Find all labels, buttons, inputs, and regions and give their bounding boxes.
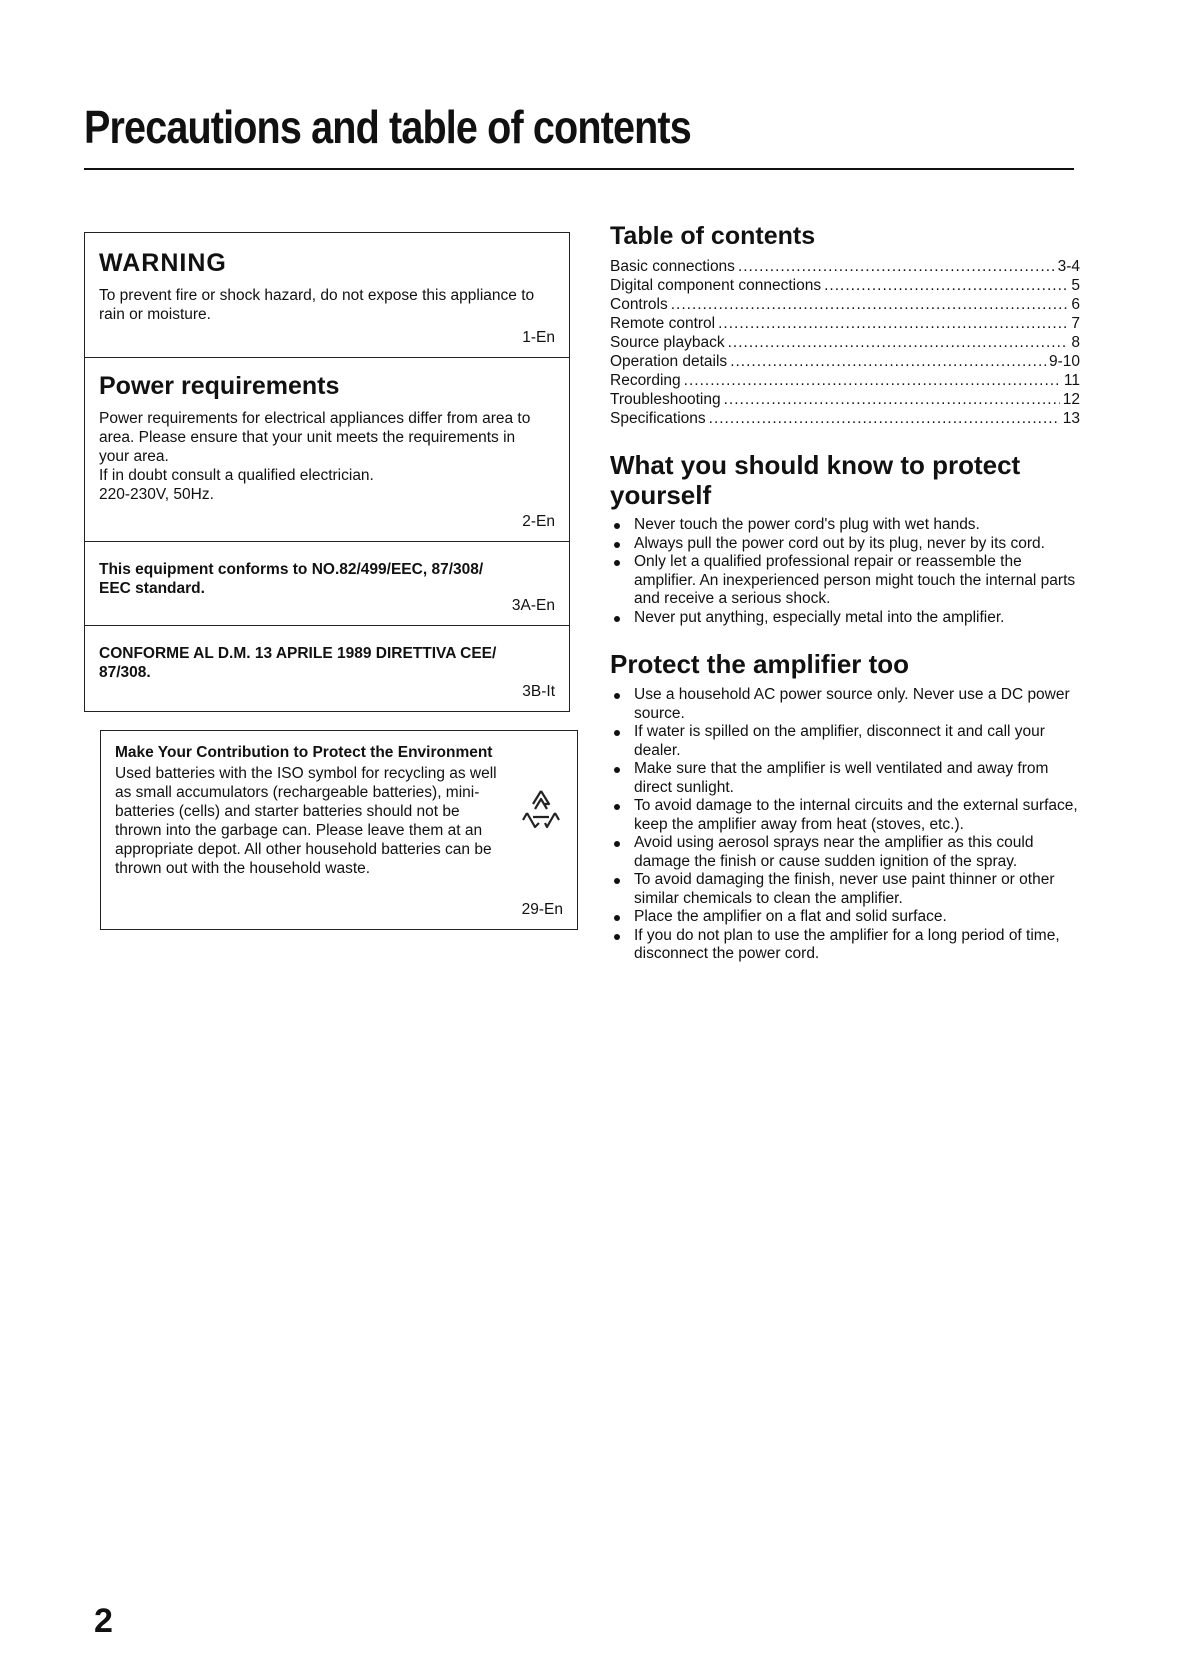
warning-heading: WARNING — [99, 249, 227, 277]
protect-amplifier-heading: Protect the amplifier too — [610, 649, 910, 679]
list-item: Avoid using aerosol sprays near the amplifier as this could damage the finish or cause sudden ignition of the spray. — [610, 834, 1080, 871]
toc-item[interactable]: Controls ..... 6 — [610, 295, 1080, 314]
toc-item[interactable]: Source playback ..... 8 — [610, 333, 1080, 352]
right-column — [610, 222, 1080, 964]
toc-item[interactable]: Remote control ..... 7 — [610, 314, 1080, 333]
list-item: If water is spilled on the amplifier, disconnect it and call your dealer. — [610, 723, 1080, 760]
warning-section — [85, 233, 569, 357]
eec-code: 3A-En — [511, 597, 555, 614]
list-item: Never touch the power cord's plug with wet hands. — [610, 516, 1080, 535]
power-section — [85, 357, 569, 541]
list-item: Only let a qualified professional repair or reassemble the amplifier. An inexperienced person might touch the internal parts and receive a serious shock. — [610, 553, 1080, 609]
protect-yourself-heading: What you should know to protect yourself — [610, 450, 1021, 510]
power-text: Power requirements for electrical appliances differ from area to area. Please ensure that your unit meets the requirements in your area. — [99, 410, 531, 465]
environment-heading: Make Your Contribution to Protect the Environment — [115, 744, 493, 761]
list-item: Place the amplifier on a flat and solid surface. — [610, 908, 1080, 927]
page-number: 2 — [94, 1602, 113, 1640]
environment-code: 29-En — [521, 901, 563, 918]
protect-amplifier-list — [610, 686, 1080, 964]
toc-heading: Table of contents — [610, 222, 816, 250]
list-item: Use a household AC power source only. Never use a DC power source. — [610, 686, 1080, 723]
conforme-text: CONFORME AL D.M. 13 APRILE 1989 DIRETTIVA CEE/ 87/308. — [99, 645, 497, 681]
protect-yourself-list — [610, 516, 1080, 627]
list-item: To avoid damage to the internal circuits and the external surface, keep the amplifier away from heat (stoves, etc.). — [610, 797, 1080, 834]
toc-item[interactable]: Specifications ..... 13 — [610, 409, 1080, 428]
conforme-section — [85, 625, 569, 711]
page-title: Precautions and table of contents — [84, 101, 691, 153]
power-voltage: 220-230V, 50Hz. — [99, 486, 214, 503]
recycle-icon — [519, 787, 563, 831]
toc-item[interactable]: Digital component connections ..... 5 — [610, 276, 1080, 295]
list-item: Make sure that the amplifier is well ventilated and away from direct sunlight. — [610, 760, 1080, 797]
power-code: 2-En — [522, 513, 555, 530]
toc-item[interactable]: Troubleshooting ..... 12 — [610, 390, 1080, 409]
environment-section — [101, 731, 577, 929]
toc-item[interactable]: Operation details ..... 9-10 — [610, 352, 1080, 371]
title-divider — [84, 168, 1074, 170]
list-item: To avoid damaging the finish, never use paint thinner or other similar chemicals to clean the amplifier. — [610, 871, 1080, 908]
warning-text: To prevent fire or shock hazard, do not expose this appliance to rain or moisture. — [99, 287, 535, 323]
environment-box — [100, 730, 578, 930]
environment-text: Used batteries with the ISO symbol for recycling as well as small accumulators (rechargeable batteries), mini-batteries (cells) and starter batteries should not be thrown into the garbage can. Please leave them at an appropriate depot. All other household batteries can be thrown out with the household waste. — [115, 765, 497, 877]
list-item: Never put anything, especially metal into the amplifier. — [610, 609, 1080, 628]
toc-item[interactable]: Basic connections ..... 3-4 — [610, 257, 1080, 276]
eec-section — [85, 541, 569, 625]
list-item: Always pull the power cord out by its plug, never by its cord. — [610, 535, 1080, 554]
power-advice: If in doubt consult a qualified electrician. — [99, 467, 374, 484]
precautions-box — [84, 232, 570, 712]
conforme-code: 3B-It — [522, 683, 555, 700]
toc-item[interactable]: Recording ..... 11 — [610, 371, 1080, 390]
list-item: If you do not plan to use the amplifier for a long period of time, disconnect the power cord. — [610, 927, 1080, 964]
warning-code: 1-En — [522, 329, 555, 346]
eec-text: This equipment conforms to NO.82/499/EEC, 87/308/ EEC standard. — [99, 561, 484, 597]
power-heading: Power requirements — [99, 372, 340, 400]
toc-list — [610, 257, 1080, 428]
